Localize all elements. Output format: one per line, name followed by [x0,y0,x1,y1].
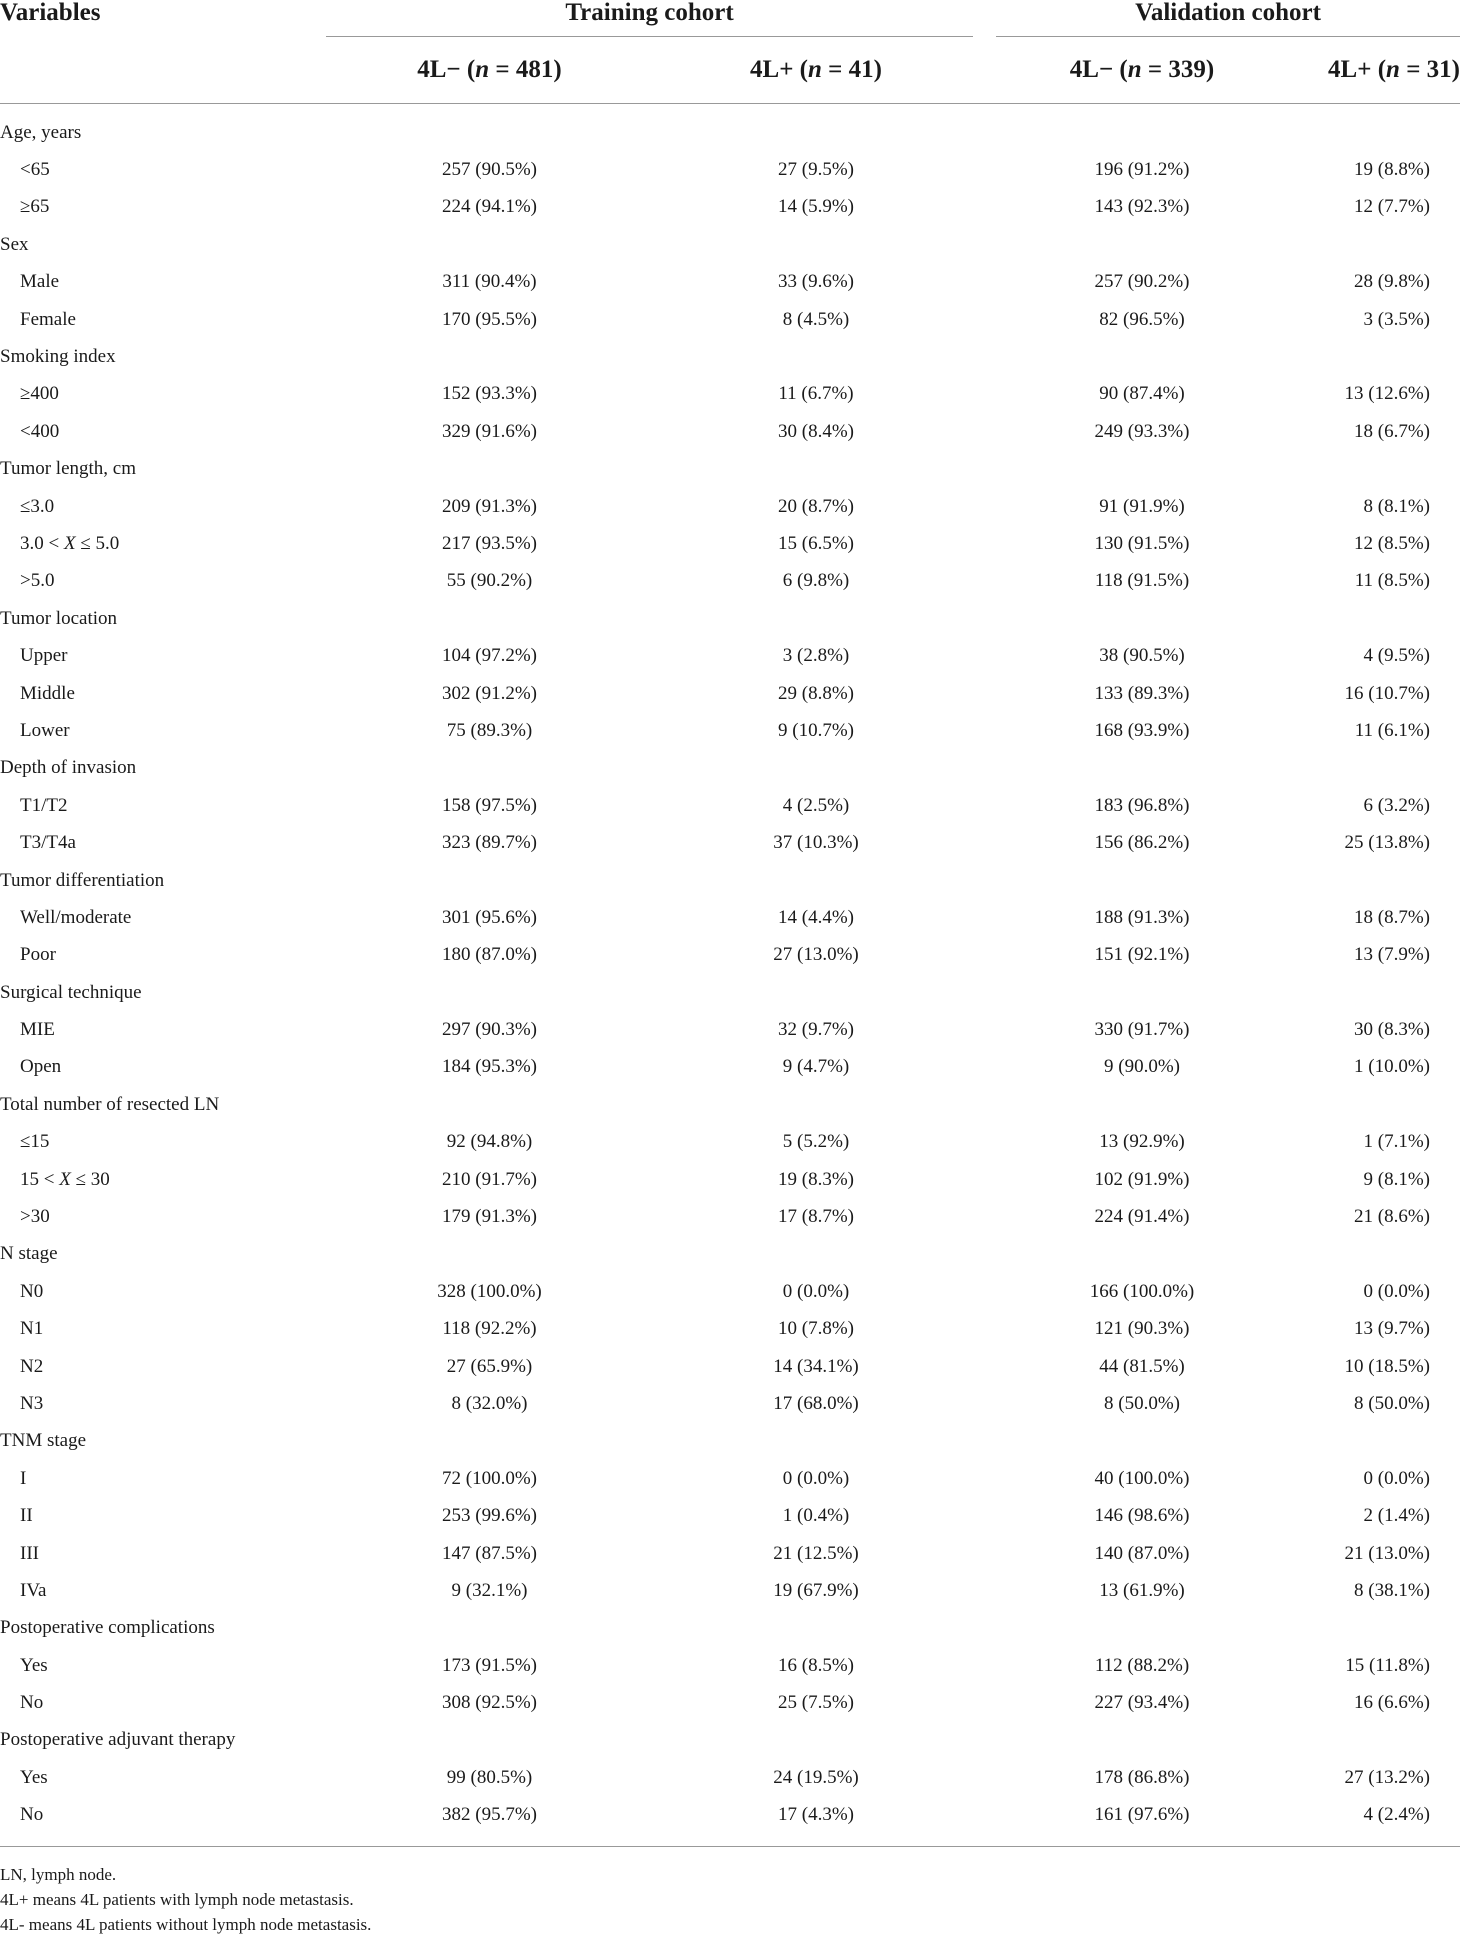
cell-value [1305,974,1460,1011]
cell-value [326,1236,653,1273]
cell-value: 19 (8.8%) [1354,159,1431,181]
section-label: Surgical technique [0,981,142,1003]
cell-value: 37 (10.3%) [773,832,859,854]
cell-value [1305,600,1460,637]
row-label: I [20,1467,27,1489]
section-label: Total number of resected LN [0,1093,220,1115]
cell-value [326,1610,653,1647]
row-label: III [20,1542,39,1564]
cell-value: 17 (8.7%) [778,1206,854,1228]
cell-value: 170 (95.5%) [442,308,537,330]
cell-value [1305,104,1460,152]
cell-value [1305,226,1460,263]
table-row [0,712,1460,749]
table-row [0,1385,1460,1422]
table-row [0,1198,1460,1235]
cell-value: 16 (10.7%) [1344,682,1431,704]
cell-value: 18 (6.7%) [1354,420,1431,442]
table-row [0,1460,1460,1497]
cell-value [653,1086,979,1123]
cell-value [653,451,979,488]
section-label: Tumor length, cm [0,458,136,480]
cell-value [326,451,653,488]
cell-value: 92 (94.8%) [446,1131,533,1153]
cell-value [653,338,979,375]
cell-value [979,104,1305,152]
row-label: No [0,1797,326,1847]
cell-value: 9 (8.1%) [1363,1168,1431,1190]
cell-value: 6 (9.8%) [782,570,850,592]
training-4l-positive-header: 4L+ (n = 41) [653,37,979,104]
validation-4l-positive-header: 4L+ (n = 31) [1305,37,1460,104]
cell-value: 13 (92.9%) [1099,1131,1185,1153]
cell-value: 118 (92.2%) [442,1318,537,1340]
cell-value [979,338,1305,375]
cell-value: 1 (10.0%) [1354,1056,1431,1078]
cell-value [979,226,1305,263]
cell-value: 173 (91.5%) [442,1654,537,1676]
cell-value [326,600,653,637]
row-label: N2 [20,1355,44,1377]
cell-value [979,1423,1305,1460]
table-row [0,1124,1460,1161]
table-row [0,563,1460,600]
cell-value [979,974,1305,1011]
cell-value [979,451,1305,488]
cell-value: 3 (3.5%) [1363,308,1431,330]
cell-value: 382 (95.7%) [326,1797,653,1847]
cell-value: 4 (9.5%) [1363,645,1431,667]
cell-value: 90 (87.4%) [1099,383,1185,405]
table-row [0,1311,1460,1348]
section-row [0,862,1460,899]
row-label: Female [20,308,76,330]
row-label: >30 [20,1206,50,1228]
cell-value: 55 (90.2%) [446,570,533,592]
table-row [0,1684,1460,1721]
table-row [0,1572,1460,1609]
row-label: II [20,1505,33,1527]
section-row [0,1086,1460,1123]
cell-value [1305,1086,1460,1123]
cell-value: 13 (7.9%) [1354,944,1431,966]
table-footnotes [0,1862,371,1937]
cell-value: 27 (13.0%) [773,944,859,966]
row-label: Poor [20,944,56,966]
cell-value [1305,1236,1460,1273]
section-row [0,1236,1460,1273]
row-label: Lower [20,719,70,741]
cell-value [653,1423,979,1460]
cell-value: 1 (0.4%) [782,1505,850,1527]
cell-value: 133 (89.3%) [1094,682,1190,704]
cell-value: 308 (92.5%) [442,1692,537,1714]
cell-value: 104 (97.2%) [442,645,537,667]
cell-value: 44 (81.5%) [1099,1355,1185,1377]
table-row [0,937,1460,974]
cell-value: 12 (8.5%) [1354,532,1431,554]
cell-value [653,104,979,152]
cell-value: 12 (7.7%) [1354,196,1431,218]
table-row [0,301,1460,338]
cell-value: 183 (96.8%) [1094,794,1190,816]
cell-value: 253 (99.6%) [442,1505,537,1527]
cell-value: 16 (8.5%) [778,1654,854,1676]
cell-value: 8 (32.0%) [451,1392,528,1414]
table-row [0,1647,1460,1684]
cell-value: 0 (0.0%) [782,1467,850,1489]
row-label: ≤15 [20,1131,50,1153]
cell-value [1305,1423,1460,1460]
cell-value: 99 (80.5%) [446,1766,533,1788]
row-label: IVa [20,1579,47,1601]
row-label: ≥65 [20,196,50,218]
cell-value: 140 (87.0%) [1094,1542,1190,1564]
cell-value: 257 (90.5%) [442,159,537,181]
cell-value [653,974,979,1011]
row-label: No [20,1692,44,1714]
table-row [0,787,1460,824]
cell-value: 112 (88.2%) [1094,1654,1190,1676]
table-row [0,488,1460,525]
cell-value: 302 (91.2%) [442,682,537,704]
section-label: Age, years [0,121,82,143]
cell-value [979,1236,1305,1273]
row-label: N3 [20,1392,44,1414]
cell-value: 13 (12.6%) [1344,383,1431,405]
cell-value: 40 (100.0%) [1094,1467,1190,1489]
cell-value: 9 (10.7%) [778,719,854,741]
cell-value: 27 (13.2%) [1344,1766,1431,1788]
row-label: T3/T4a [20,832,76,854]
section-row [0,750,1460,787]
row-label: T1/T2 [20,794,68,816]
cell-value [326,226,653,263]
section-label: N stage [0,1243,58,1265]
cell-value: 224 (94.1%) [442,196,537,218]
cell-value: 6 (3.2%) [1363,794,1431,816]
cell-value: 33 (9.6%) [778,271,854,293]
cell-value: 3 (2.8%) [782,645,850,667]
cell-value: 8 (38.1%) [1354,1579,1431,1601]
row-label: <400 [20,420,60,442]
table-row [0,637,1460,674]
cell-value: 14 (5.9%) [778,196,854,218]
cell-value: 10 (18.5%) [1344,1355,1431,1377]
cell-value: 8 (50.0%) [1354,1392,1431,1414]
cell-value: 152 (93.3%) [442,383,537,405]
cell-value [653,1722,979,1759]
cell-value: 0 (0.0%) [1363,1280,1431,1302]
section-row [0,226,1460,263]
cell-value: 179 (91.3%) [442,1206,537,1228]
cell-value: 158 (97.5%) [442,794,537,816]
cell-value: 75 (89.3%) [446,719,533,741]
cell-value: 184 (95.3%) [442,1056,537,1078]
cell-value: 311 (90.4%) [442,271,537,293]
cell-value [979,1722,1305,1759]
section-label: Smoking index [0,346,116,368]
cell-value [653,600,979,637]
section-row [0,1610,1460,1647]
cell-value: 16 (6.6%) [1354,1692,1431,1714]
cell-value [979,600,1305,637]
cell-value: 21 (8.6%) [1354,1206,1431,1228]
section-label: Postoperative complications [0,1617,215,1639]
cell-value: 328 (100.0%) [437,1280,542,1302]
cell-value [979,1086,1305,1123]
cell-value: 166 (100.0%) [1089,1280,1195,1302]
table-row [0,899,1460,936]
table-row [0,1797,1460,1847]
cell-value: 32 (9.7%) [778,1019,854,1041]
cell-value [979,1610,1305,1647]
cell-value [653,750,979,787]
row-label: >5.0 [20,570,55,592]
cell-value: 10 (7.8%) [778,1318,854,1340]
cell-value: 102 (91.9%) [1094,1168,1190,1190]
variables-header-spacer [0,37,326,104]
row-label: MIE [20,1019,55,1041]
cell-value: 330 (91.7%) [1094,1019,1190,1041]
cell-value [326,338,653,375]
cell-value: 9 (90.0%) [1104,1056,1180,1078]
table-row [0,151,1460,188]
section-row [0,1722,1460,1759]
cell-value: 168 (93.9%) [1094,719,1190,741]
cell-value: 8 (8.1%) [1363,495,1431,517]
validation-4l-negative-header: 4L− (n = 339) [979,37,1305,104]
cell-value: 118 (91.5%) [1094,570,1190,592]
cell-value: 257 (90.2%) [1094,271,1190,293]
cell-value: 1 (7.1%) [1363,1131,1431,1153]
cell-value [1305,862,1460,899]
row-label: Well/moderate [20,906,132,928]
cell-value: 121 (90.3%) [1094,1318,1190,1340]
row-label: Upper [20,645,68,667]
cell-value [326,104,653,152]
cell-value: 0 (0.0%) [782,1280,850,1302]
section-row [0,1423,1460,1460]
section-label: Depth of invasion [0,757,137,779]
cell-value: 301 (95.6%) [442,906,537,928]
cell-value [653,1610,979,1647]
row-label: 3.0 < X ≤ 5.0 [20,532,120,554]
cell-value: 146 (98.6%) [1094,1505,1190,1527]
cell-value: 180 (87.0%) [442,944,537,966]
row-label: Open [20,1056,62,1078]
table-row [0,1161,1460,1198]
training-4l-negative-header: 4L− (n = 481) [326,37,653,104]
cell-value: 20 (8.7%) [778,495,854,517]
cell-value: 227 (93.4%) [1094,1692,1190,1714]
cell-value: 19 (67.9%) [773,1579,859,1601]
cell-value: 4 (2.4%) [1305,1797,1460,1847]
cell-value: 188 (91.3%) [1094,906,1190,928]
cell-value: 19 (8.3%) [778,1168,854,1190]
cell-value: 25 (7.5%) [778,1692,854,1714]
table-row [0,1535,1460,1572]
table-row [0,1759,1460,1796]
cell-value [979,862,1305,899]
cell-value: 15 (11.8%) [1345,1654,1431,1676]
variables-header: Variables [0,0,101,26]
row-label: N1 [20,1318,44,1340]
cell-value [326,1722,653,1759]
cell-value: 15 (6.5%) [778,532,854,554]
table-row [0,1497,1460,1534]
row-label: 15 < X ≤ 30 [20,1168,110,1190]
row-label: <65 [20,159,50,181]
cell-value: 0 (0.0%) [1363,1467,1431,1489]
section-label: Tumor location [0,607,117,629]
cell-value: 297 (90.3%) [442,1019,537,1041]
table-row [0,189,1460,226]
cell-value: 4 (2.5%) [782,794,850,816]
cell-value: 30 (8.3%) [1354,1019,1431,1041]
table-row [0,1011,1460,1048]
cell-value: 17 (68.0%) [773,1392,859,1414]
row-label: ≤3.0 [20,495,55,517]
cell-value: 29 (8.8%) [778,682,854,704]
cell-value: 161 (97.6%) [979,1797,1305,1847]
cell-value: 82 (96.5%) [1099,308,1185,330]
cell-value: 5 (5.2%) [782,1131,850,1153]
cell-value: 24 (19.5%) [773,1766,859,1788]
table-body [0,104,1460,1847]
cell-value [1305,1610,1460,1647]
cell-value: 11 (6.1%) [1354,719,1431,741]
table-row [0,376,1460,413]
section-row [0,974,1460,1011]
cell-value: 14 (34.1%) [773,1355,859,1377]
table-row [0,264,1460,301]
validation-cohort-header [979,0,1460,37]
row-label: Male [20,271,60,293]
cell-value [1305,750,1460,787]
cell-value: 27 (9.5%) [778,159,854,181]
cell-value: 21 (12.5%) [773,1542,859,1564]
cell-value: 217 (93.5%) [442,532,537,554]
cell-value: 72 (100.0%) [442,1467,537,1489]
cell-value: 27 (65.9%) [446,1355,533,1377]
training-cohort-header [326,0,979,37]
cell-value: 11 (8.5%) [1354,570,1431,592]
cell-value [326,1086,653,1123]
cell-value: 9 (32.1%) [451,1579,528,1601]
cell-value [653,1236,979,1273]
cell-value: 9 (4.7%) [782,1056,850,1078]
cell-value: 329 (91.6%) [442,420,537,442]
cell-value: 11 (6.7%) [778,383,854,405]
cell-value: 209 (91.3%) [442,495,537,517]
cell-value: 38 (90.5%) [1099,645,1185,667]
row-label: Yes [20,1766,48,1788]
cell-value [326,750,653,787]
cell-value [1305,451,1460,488]
section-row [0,600,1460,637]
cell-value [326,1423,653,1460]
row-label: ≥400 [20,383,59,405]
cell-value: 210 (91.7%) [442,1168,537,1190]
cell-value: 178 (86.8%) [1094,1766,1190,1788]
cell-value: 14 (4.4%) [778,906,854,928]
section-row [0,104,1460,152]
cell-value: 143 (92.3%) [1094,196,1190,218]
cell-value: 13 (9.7%) [1354,1318,1431,1340]
cell-value: 13 (61.9%) [1099,1579,1185,1601]
cell-value: 249 (93.3%) [1094,420,1190,442]
section-row [0,338,1460,375]
cell-value [326,862,653,899]
header-row-groups [0,0,1460,37]
cell-value: 18 (8.7%) [1354,906,1431,928]
cell-value [1305,1722,1460,1759]
training-cohort-label: Training cohort [326,0,973,37]
cell-value: 91 (91.9%) [1099,495,1185,517]
cell-value: 323 (89.7%) [442,832,537,854]
cell-value: 8 (4.5%) [782,308,850,330]
table-row [0,675,1460,712]
section-label: Tumor differentiation [0,869,165,891]
row-label: N0 [20,1280,44,1302]
cell-value: 151 (92.1%) [1094,944,1190,966]
cell-value: 224 (91.4%) [1094,1206,1190,1228]
validation-cohort-label: Validation cohort [996,0,1460,37]
section-label: TNM stage [0,1430,87,1452]
cell-value: 196 (91.2%) [1094,159,1190,181]
cell-value: 17 (4.3%) [653,1797,979,1847]
cell-value: 147 (87.5%) [442,1542,537,1564]
section-row [0,451,1460,488]
cell-value: 130 (91.5%) [1094,532,1190,554]
section-label: Postoperative adjuvant therapy [0,1729,236,1751]
cell-value: 28 (9.8%) [1354,271,1431,293]
section-label: Sex [0,233,29,255]
table-row [0,824,1460,861]
footnote-ln: LN, lymph node. [0,1865,117,1884]
cell-value [653,226,979,263]
cell-value: 21 (13.0%) [1344,1542,1431,1564]
table-row [0,525,1460,562]
cell-value: 25 (13.8%) [1344,832,1431,854]
cell-value: 30 (8.4%) [778,420,854,442]
table-row [0,1348,1460,1385]
table-row [0,413,1460,450]
row-label: Middle [20,682,75,704]
footnote-4l-negative: 4L- means 4L patients without lymph node metastasis. [0,1915,372,1934]
header-row-subgroups [0,37,1460,104]
table-row [0,1049,1460,1086]
footnote-4l-positive: 4L+ means 4L patients with lymph node metastasis. [0,1890,354,1909]
cell-value: 2 (1.4%) [1363,1505,1431,1527]
table-row [0,1273,1460,1310]
cell-value [1305,338,1460,375]
cell-value: 156 (86.2%) [1094,832,1190,854]
row-label: Yes [20,1654,48,1676]
cell-value: 8 (50.0%) [1104,1392,1180,1414]
cell-value [326,974,653,1011]
cell-value [979,750,1305,787]
cell-value [653,862,979,899]
